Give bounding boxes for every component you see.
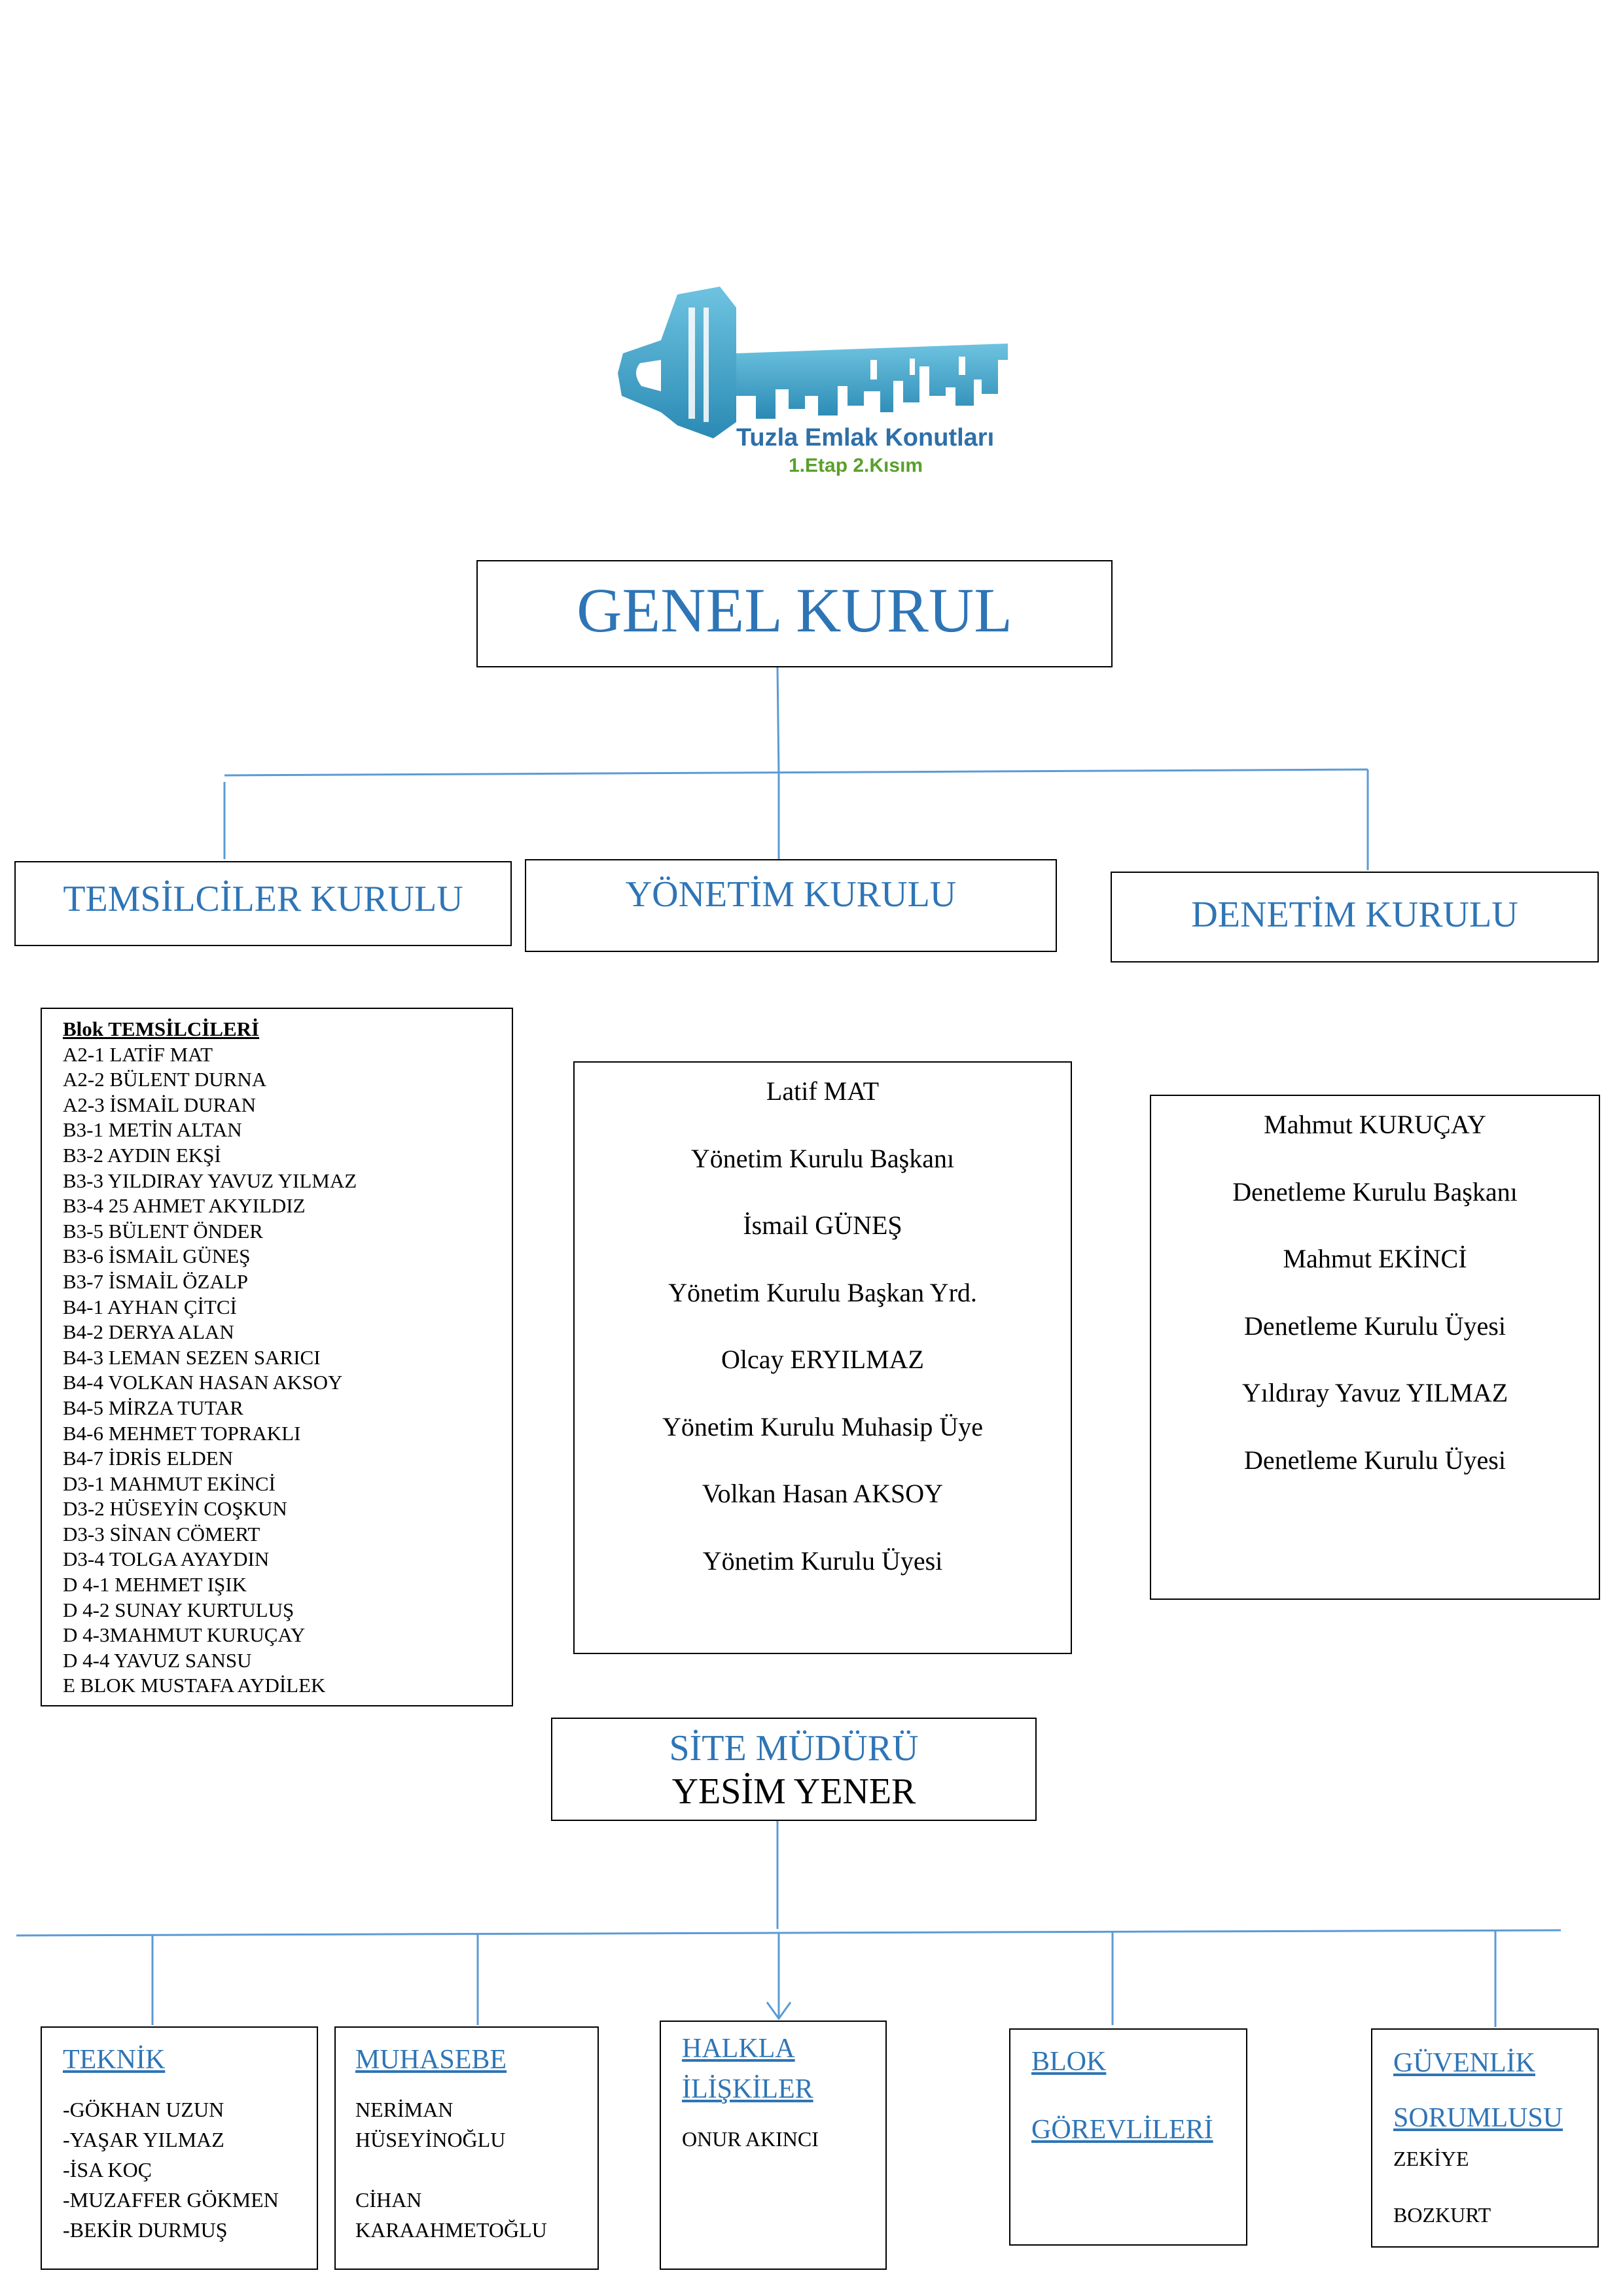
department-member: NERİMAN	[355, 2098, 454, 2121]
halkla-iliskiler-title-line1: HALKLA	[682, 2034, 795, 2064]
connector-genel-down	[777, 667, 779, 775]
temsilci-item: A2-3 İSMAİL DURAN	[63, 1093, 257, 1116]
temsilci-item: A2-2 BÜLENT DURNA	[63, 1068, 267, 1091]
guvenlik-sorumlusu-title-line1: GÜVENLİK	[1393, 2048, 1535, 2078]
department-member: -İSA KOÇ	[63, 2158, 152, 2181]
member-role: Denetleme Kurulu Başkanı	[1232, 1176, 1518, 1207]
temsilciler-kurulu-title: TEMSİLCİLER KURULU	[63, 879, 463, 919]
member-role: Yönetim Kurulu Üyesi	[702, 1545, 943, 1576]
site-muduru-title: SİTE MÜDÜRÜ	[669, 1728, 919, 1769]
teknik-title: TEKNİK	[63, 2045, 166, 2075]
genel-kurul-title: GENEL KURUL	[577, 575, 1012, 645]
member-role: Denetleme Kurulu Üyesi	[1244, 1311, 1506, 1341]
yonetim-kurulu-title: YÖNETİM KURULU	[625, 874, 957, 915]
logo-title: Tuzla Emlak Konutları	[736, 424, 995, 451]
muhasebe-title: MUHASEBE	[355, 2045, 507, 2075]
department-member: -MUZAFFER GÖKMEN	[63, 2188, 279, 2212]
member-name: Mahmut KURUÇAY	[1264, 1110, 1486, 1139]
temsilci-item: B4-1 AYHAN ÇİTCİ	[63, 1295, 237, 1318]
teknik-members	[63, 2094, 317, 2245]
temsilciler-list-box	[41, 1008, 513, 1706]
department-member: -BEKİR DURMUŞ	[63, 2218, 228, 2242]
yonetim-members-box	[573, 1061, 1072, 1654]
temsilci-item: B4-2 DERYA ALAN	[63, 1320, 234, 1344]
member-role: Denetleme Kurulu Üyesi	[1244, 1445, 1506, 1475]
site-muduru-box	[551, 1718, 1037, 1821]
connector-bottom-horizontal	[16, 1930, 1561, 1935]
department-member	[355, 2155, 597, 2185]
temsilci-item: D 4-2 SUNAY KURTULUŞ	[63, 1598, 294, 1621]
member-name: Volkan Hasan AKSOY	[702, 1479, 944, 1508]
temsilci-item: D3-2 HÜSEYİN COŞKUN	[63, 1497, 287, 1521]
temsilci-item: B3-3 YILDIRAY YAVUZ YILMAZ	[63, 1169, 357, 1192]
temsilciler-kurulu-box	[14, 861, 512, 946]
temsilci-item: D3-4 TOLGA AYAYDIN	[63, 1547, 270, 1571]
temsilci-item: B4-3 LEMAN SEZEN SARICI	[63, 1345, 321, 1369]
member-role: Yönetim Kurulu Muhasip Üye	[662, 1411, 983, 1441]
halkla-iliskiler-members	[682, 2124, 885, 2154]
department-member: -YAŞAR YILMAZ	[63, 2128, 224, 2151]
temsilci-item: B4-4 VOLKAN HASAN AKSOY	[63, 1371, 343, 1394]
temsilci-item: B4-6 MEHMET TOPRAKLI	[63, 1421, 301, 1445]
halkla-iliskiler-box	[660, 2021, 887, 2270]
department-member: HÜSEYİNOĞLU	[355, 2128, 506, 2151]
halkla-iliskiler-title-line2: İLİŞKİLER	[682, 2074, 813, 2104]
logo-subtitle: 1.Etap 2.Kısım	[789, 455, 923, 476]
temsilci-item: D3-3 SİNAN CÖMERT	[63, 1522, 260, 1545]
temsilciler-list-header: Blok TEMSİLCİLERİ	[63, 1017, 260, 1040]
temsilci-item: B3-1 METİN ALTAN	[63, 1118, 242, 1142]
temsilci-item: B4-7 İDRİS ELDEN	[63, 1447, 234, 1470]
member-name: Mahmut EKİNCİ	[1283, 1244, 1467, 1273]
yonetim-kurulu-box	[525, 859, 1057, 952]
member-role: Yönetim Kurulu Başkan Yrd.	[668, 1277, 977, 1307]
temsilci-item: D 4-4 YAVUZ SANSU	[63, 1648, 252, 1672]
department-member: -GÖKHAN UZUN	[63, 2098, 224, 2121]
guvenlik-sorumlusu-box	[1371, 2028, 1599, 2248]
connector-top-horizontal	[224, 769, 1368, 775]
guvenlik-sorumlusu-title-line2: SORUMLUSU	[1393, 2103, 1563, 2133]
temsilci-item: B3-6 İSMAİL GÜNEŞ	[63, 1245, 251, 1268]
temsilci-item: A2-1 LATİF MAT	[63, 1042, 213, 1066]
department-member: BOZKURT	[1393, 2203, 1491, 2227]
temsilci-item: B3-4 25 AHMET AKYILDIZ	[63, 1194, 306, 1218]
guvenlik-sorumlusu-members	[1393, 2144, 1597, 2230]
denetim-members-box	[1150, 1095, 1600, 1600]
temsilci-item: B3-7 İSMAİL ÖZALP	[63, 1269, 249, 1293]
member-name: Yıldıray Yavuz YILMAZ	[1241, 1378, 1508, 1407]
logo	[615, 281, 1021, 497]
department-member: ZEKİYE	[1393, 2147, 1469, 2170]
temsilci-item: E BLOK MUSTAFA AYDİLEK	[63, 1674, 326, 1697]
site-muduru-name: YESİM YENER	[671, 1771, 916, 1812]
department-member: ONUR AKINCI	[682, 2127, 819, 2151]
temsilci-item: B4-5 MİRZA TUTAR	[63, 1396, 243, 1419]
temsilci-item: B3-2 AYDIN EKŞİ	[63, 1143, 221, 1167]
blok-gorevlileri-title-line2: GÖREVLİLERİ	[1031, 2115, 1213, 2145]
member-role: Yönetim Kurulu Başkanı	[690, 1143, 955, 1173]
department-member: KARAAHMETOĞLU	[355, 2218, 547, 2242]
denetim-kurulu-box	[1111, 872, 1599, 963]
teknik-box	[41, 2026, 318, 2270]
blok-gorevlileri-box	[1009, 2028, 1247, 2246]
department-member: CİHAN	[355, 2188, 422, 2212]
muhasebe-box	[334, 2026, 599, 2270]
temsilciler-list	[63, 1042, 512, 1699]
temsilci-item: D 4-1 MEHMET IŞIK	[63, 1573, 247, 1597]
temsilci-item: D3-1 MAHMUT EKİNCİ	[63, 1472, 276, 1495]
member-name: Olcay ERYILMAZ	[721, 1345, 924, 1374]
muhasebe-members	[355, 2094, 597, 2245]
denetim-kurulu-title: DENETİM KURULU	[1191, 894, 1518, 935]
genel-kurul-box	[476, 560, 1113, 667]
temsilci-item: B3-5 BÜLENT ÖNDER	[63, 1219, 263, 1243]
member-name: Latif MAT	[766, 1076, 880, 1106]
member-name: İsmail GÜNEŞ	[743, 1210, 902, 1240]
temsilci-item: D 4-3MAHMUT KURUÇAY	[63, 1623, 306, 1647]
blok-gorevlileri-title-line1: BLOK	[1031, 2047, 1107, 2077]
